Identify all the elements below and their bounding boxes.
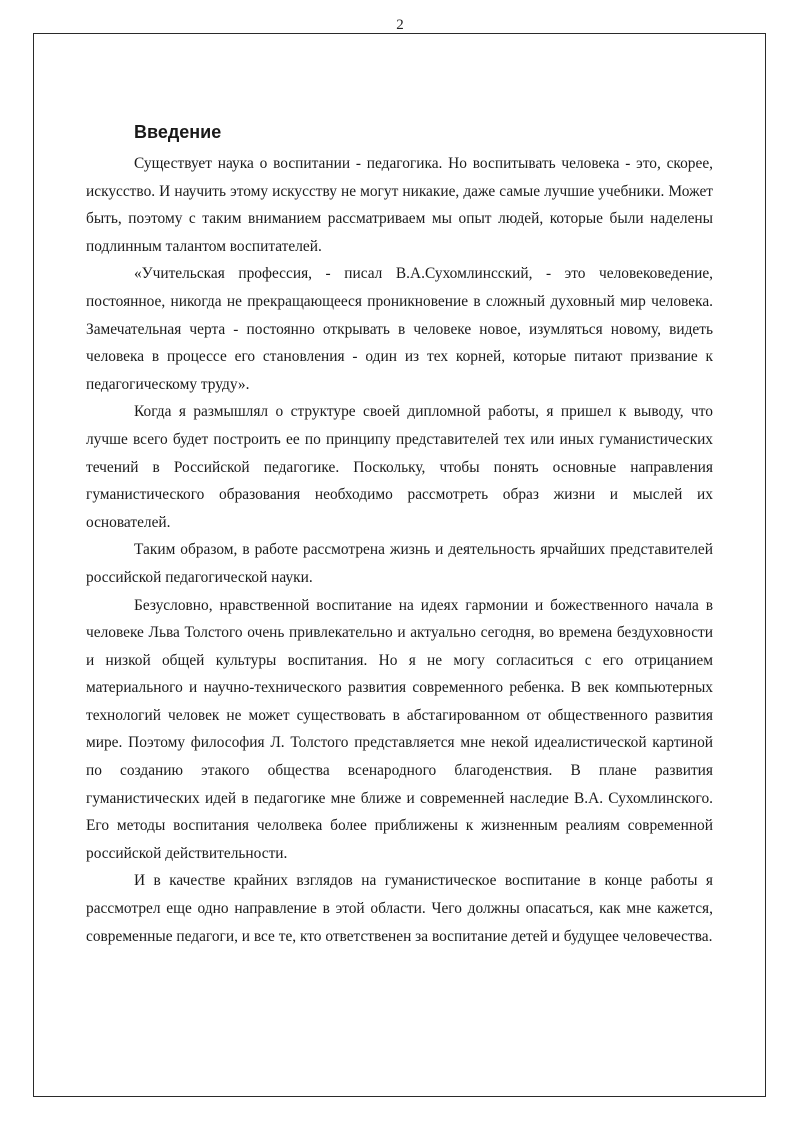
document-body [86, 118, 713, 950]
paragraph-summary: Таким образом, в работе рассмотрена жизнь и деятельность ярчайших представителей российской педагогической науки. [86, 541, 713, 586]
paragraph-quote: «Учительская профессия, - писал В.А.Сухомлинсский, - это человековедение, постоянное, никогда не прекращающееся проникновение в сложный духовный мир человека. Замечательная черта - постоянно открывать в человеке новое, изумляться новому, видеть человека в процессе его становления - один из тех корней, которые питают призвание к педагогическому труду». [86, 265, 713, 393]
page-number: 2 [396, 17, 404, 33]
paragraph-intro: Существует наука о воспитании - педагогика. Но воспитывать человека - это, скорее, искусство. И научить этому искусству не могут никакие, даже самые лучшие учебники. Может быть, поэтому с таким вниманием рассматриваем мы опыт людей, которые были наделены подлинным талантом воспитателей. [86, 155, 713, 255]
paragraph-structure: Когда я размышлял о структуре своей дипломной работы, я пришел к выводу, что лучше всего будет построить ее по принципу представителей тех или иных гуманистических течений в Российской педагогике. Поскольку, чтобы понять основные направления гуманистического образования необходимо рассмотреть образ жизни и мыслей их основателей. [86, 403, 713, 531]
section-heading: Введение [134, 122, 222, 142]
paragraph-tolstoy: Безусловно, нравственной воспитание на идеях гармонии и божественного начала в человеке Льва Толстого очень привлекательно и актуально сегодня, во времена бездуховности и низкой общей культуры воспитания. Но я не могу согласиться с его отрицанием материального и научно-технического развития современного ребенка. В век компьютерных технологий человек не может существовать в абстагированном от общественного развития мире. Поэтому философия Л. Толстого представляется мне некой идеалистической картиной по созданию этакого общества всенародного благоденствия. В плане развития гуманистических идей в педагогике мне ближе и современней наследие В.А. Сухомлинского. Его методы воспитания челолвека более приближены к жизненным реалиям современной российской действительности. [86, 596, 713, 862]
paragraph-conclusion: И в качестве крайних взглядов на гуманистическое воспитание в конце работы я рассмотрел еще одно направление в этой области. Чего должны опасаться, как мне кажется, современные педагоги, и все те, кто ответственен за воспитание детей и будущее человечества. [86, 872, 713, 945]
